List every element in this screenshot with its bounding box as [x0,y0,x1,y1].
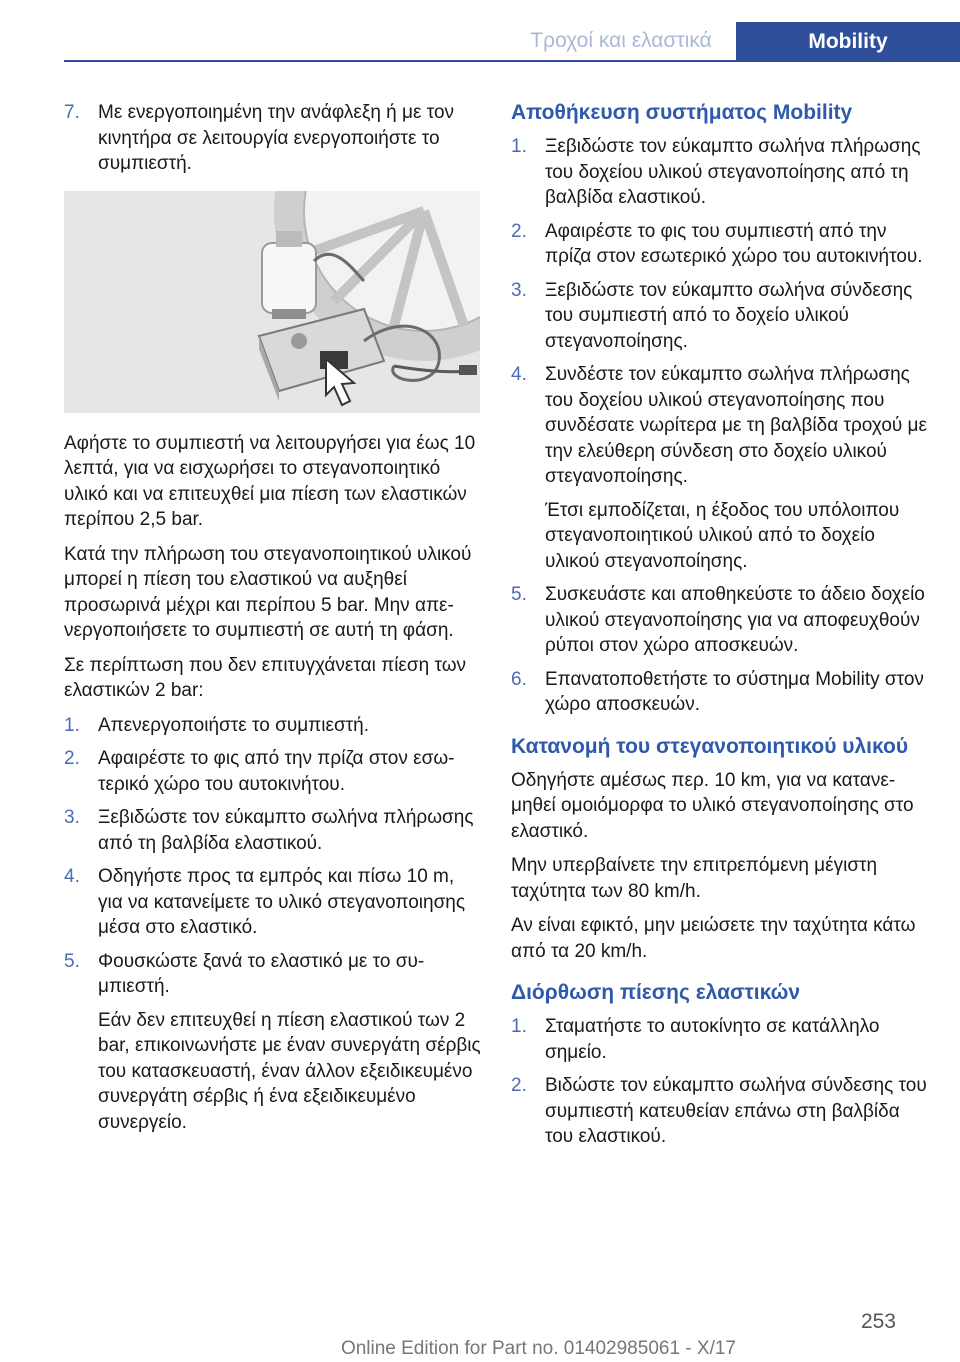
list-item [511,362,931,490]
step-text: Με ενεργοποιημένη την ανάφλεξη ή με τον κινητήρα σε λειτουργία ενεργοποιήστε το συμπιεστή. [98,102,455,174]
step-number: 2. [511,220,527,242]
step-text: Σταματήστε το αυτοκίνητο σε κατάλληλο σημείο. [545,1016,880,1063]
paragraph: Αν είναι εφικτό, μην μειώσετε την ταχύτητα κάτω από τα 20 km/h. [511,915,916,962]
compressor-illustration [64,191,480,413]
step-text: Συσκευάστε και αποθηκεύστε το άδειο δοχείο υλικού στεγανοποίησης για να αποφευχθούν ρύποι στον χώρο αποσκευών. [545,584,925,656]
paragraph: Οδηγήστε αμέσως περ. 10 km, για να κατανεμηθεί ομοιόμορφα το υλικό στεγανοποίησης στο ελαστικό. [511,769,914,842]
paragraph: Μην υπερβαίνετε την επιτρεπόμενη μέγιστη ταχύτητα των 80 km/h. [511,855,878,902]
edition-note: Online Edition for Part no. 01402985061 - X/17 [340,1338,736,1359]
section-heading: Αποθήκευση συστήματος Mobility [511,101,853,124]
list-item [64,805,484,856]
step-text: Ξεβιδώστε τον εύκαμπτο σωλήνα πλήρωσης του δοχείου υλικού στεγανοποίησης από τη βαλβίδα ελαστικού. [545,136,921,208]
section-heading: Διόρθωση πίεσης ελαστικών [511,981,800,1004]
step-number: 7. [64,102,80,123]
right-column [511,100,931,1158]
step-number: 4. [511,364,527,385]
list-item [511,1014,931,1065]
page-header [0,0,960,62]
step-number: 5. [511,584,527,605]
step-text: Αφαιρέστε το φις του συμπιεστή από την πρίζα στον εσωτερικό χώρο του αυτοκινήτου. [545,220,923,267]
section-tab[interactable]: Τροχοί και ελαστικά [530,29,712,52]
step-note: Έτσι εμποδίζεται, η έξοδος του υπόλοιπου στεγανοποιητικού υλικού από το δοχείο υλικού στεγανοποίησης. [545,499,900,572]
step-text: Βιδώστε τον εύκαμπτο σωλήνα σύνδεσης του συμπιεστή κατευθείαν επάνω στη βαλβίδα του ελαστικού. [545,1075,927,1147]
list-item [511,1073,931,1150]
list-item [511,134,931,211]
step-text: Ξεβιδώστε τον εύκαμπτο σωλήνα σύνδεσης του συμπιεστή από το δοχείο υλικού στεγανοποίησης. [545,279,913,352]
step-text: Απενεργοποιήστε το συμπιεστή. [98,714,370,736]
section-heading: Κατανομή του στεγανοποιητικού υλικού [511,734,909,758]
step-text: Αφαιρέστε το φις από την πρίζα στον εσωτερικό χώρο του αυτοκινήτου. [98,748,455,795]
step-number: 4. [64,866,80,887]
step-note: Εάν δεν επιτευχθεί η πίεση ελαστικού των 2 bar, επικοινωνήστε με έναν συνεργάτη σέρβις του κατασκευαστή, έναν άλλον εξειδικευμένο συνεργάτη σέρβις ή ένα εξειδικευμένο συνεργείο. [98,1009,481,1133]
list-item [64,864,484,941]
left-column [64,100,484,1143]
step-text: Οδηγήστε προς τα εμπρός και πίσω 10 m, για να κατανείμετε το υλικό στεγανοποιησης μέσα στο ελαστικό. [98,866,466,938]
chapter-tab[interactable]: Mobility [736,22,960,62]
compressor-image [64,191,480,413]
step-number: 5. [64,950,80,972]
list-item [64,746,484,797]
step-number: 3. [511,279,527,301]
step-number: 6. [511,668,527,690]
list-item [511,278,931,355]
list-item [511,582,931,659]
list-item [64,713,484,739]
step-text: Συνδέστε τον εύκαμπτο σωλήνα πλήρωσης του δοχείου υλικού στεγανοποίησης που συνδέσατε νωρίτερα με τη βαλβίδα τροχού με την ελεύθερη σύνδεση στο δοχείο υλικού στεγανοποίησης. [545,364,927,487]
list-item [511,667,931,718]
list-item [511,219,931,270]
step-number: 1. [64,714,80,736]
step-number: 1. [511,1016,527,1037]
paragraph: Κατά την πλήρωση του στεγανοποιητικού υλικού μπορεί η πίεση του ελαστικού να αυξηθεί προσωρινά μέχρι και περίπου 5 bar. Μην απενεργοποιήσετε το συμπιεστή σε αυτή τη φάση. [64,543,472,641]
step-text: Επανατοποθετήστε το σύστημα Mobility στον χώρο αποσκευών. [545,668,924,715]
list-item [64,100,484,177]
step-number: 3. [64,807,80,828]
page-number: 253 [860,1310,896,1333]
step-number: 2. [511,1075,527,1096]
header-rule [64,60,960,62]
step-number: 1. [511,136,527,157]
paragraph: Σε περίπτωση που δεν επιτυγχάνεται πίεση των ελαστικών 2 bar: [64,654,467,701]
step-text: Φουσκώστε ξανά το ελαστικό με το συμπιεστή. [98,950,425,997]
step-text: Ξεβιδώστε τον εύκαμπτο σωλήνα πλήρωσης από τη βαλβίδα ελαστικού. [98,807,474,854]
paragraph: Αφήστε το συμπιεστή να λειτουργήσει για έως 10 λεπτά, για να εισχωρήσει το στεγανοποιητικό υλικό και να επιτευχθεί μια πίεση των ελαστικών περίπου 2,5 bar. [64,432,476,530]
step-number: 2. [64,748,80,769]
list-item [64,949,484,1000]
